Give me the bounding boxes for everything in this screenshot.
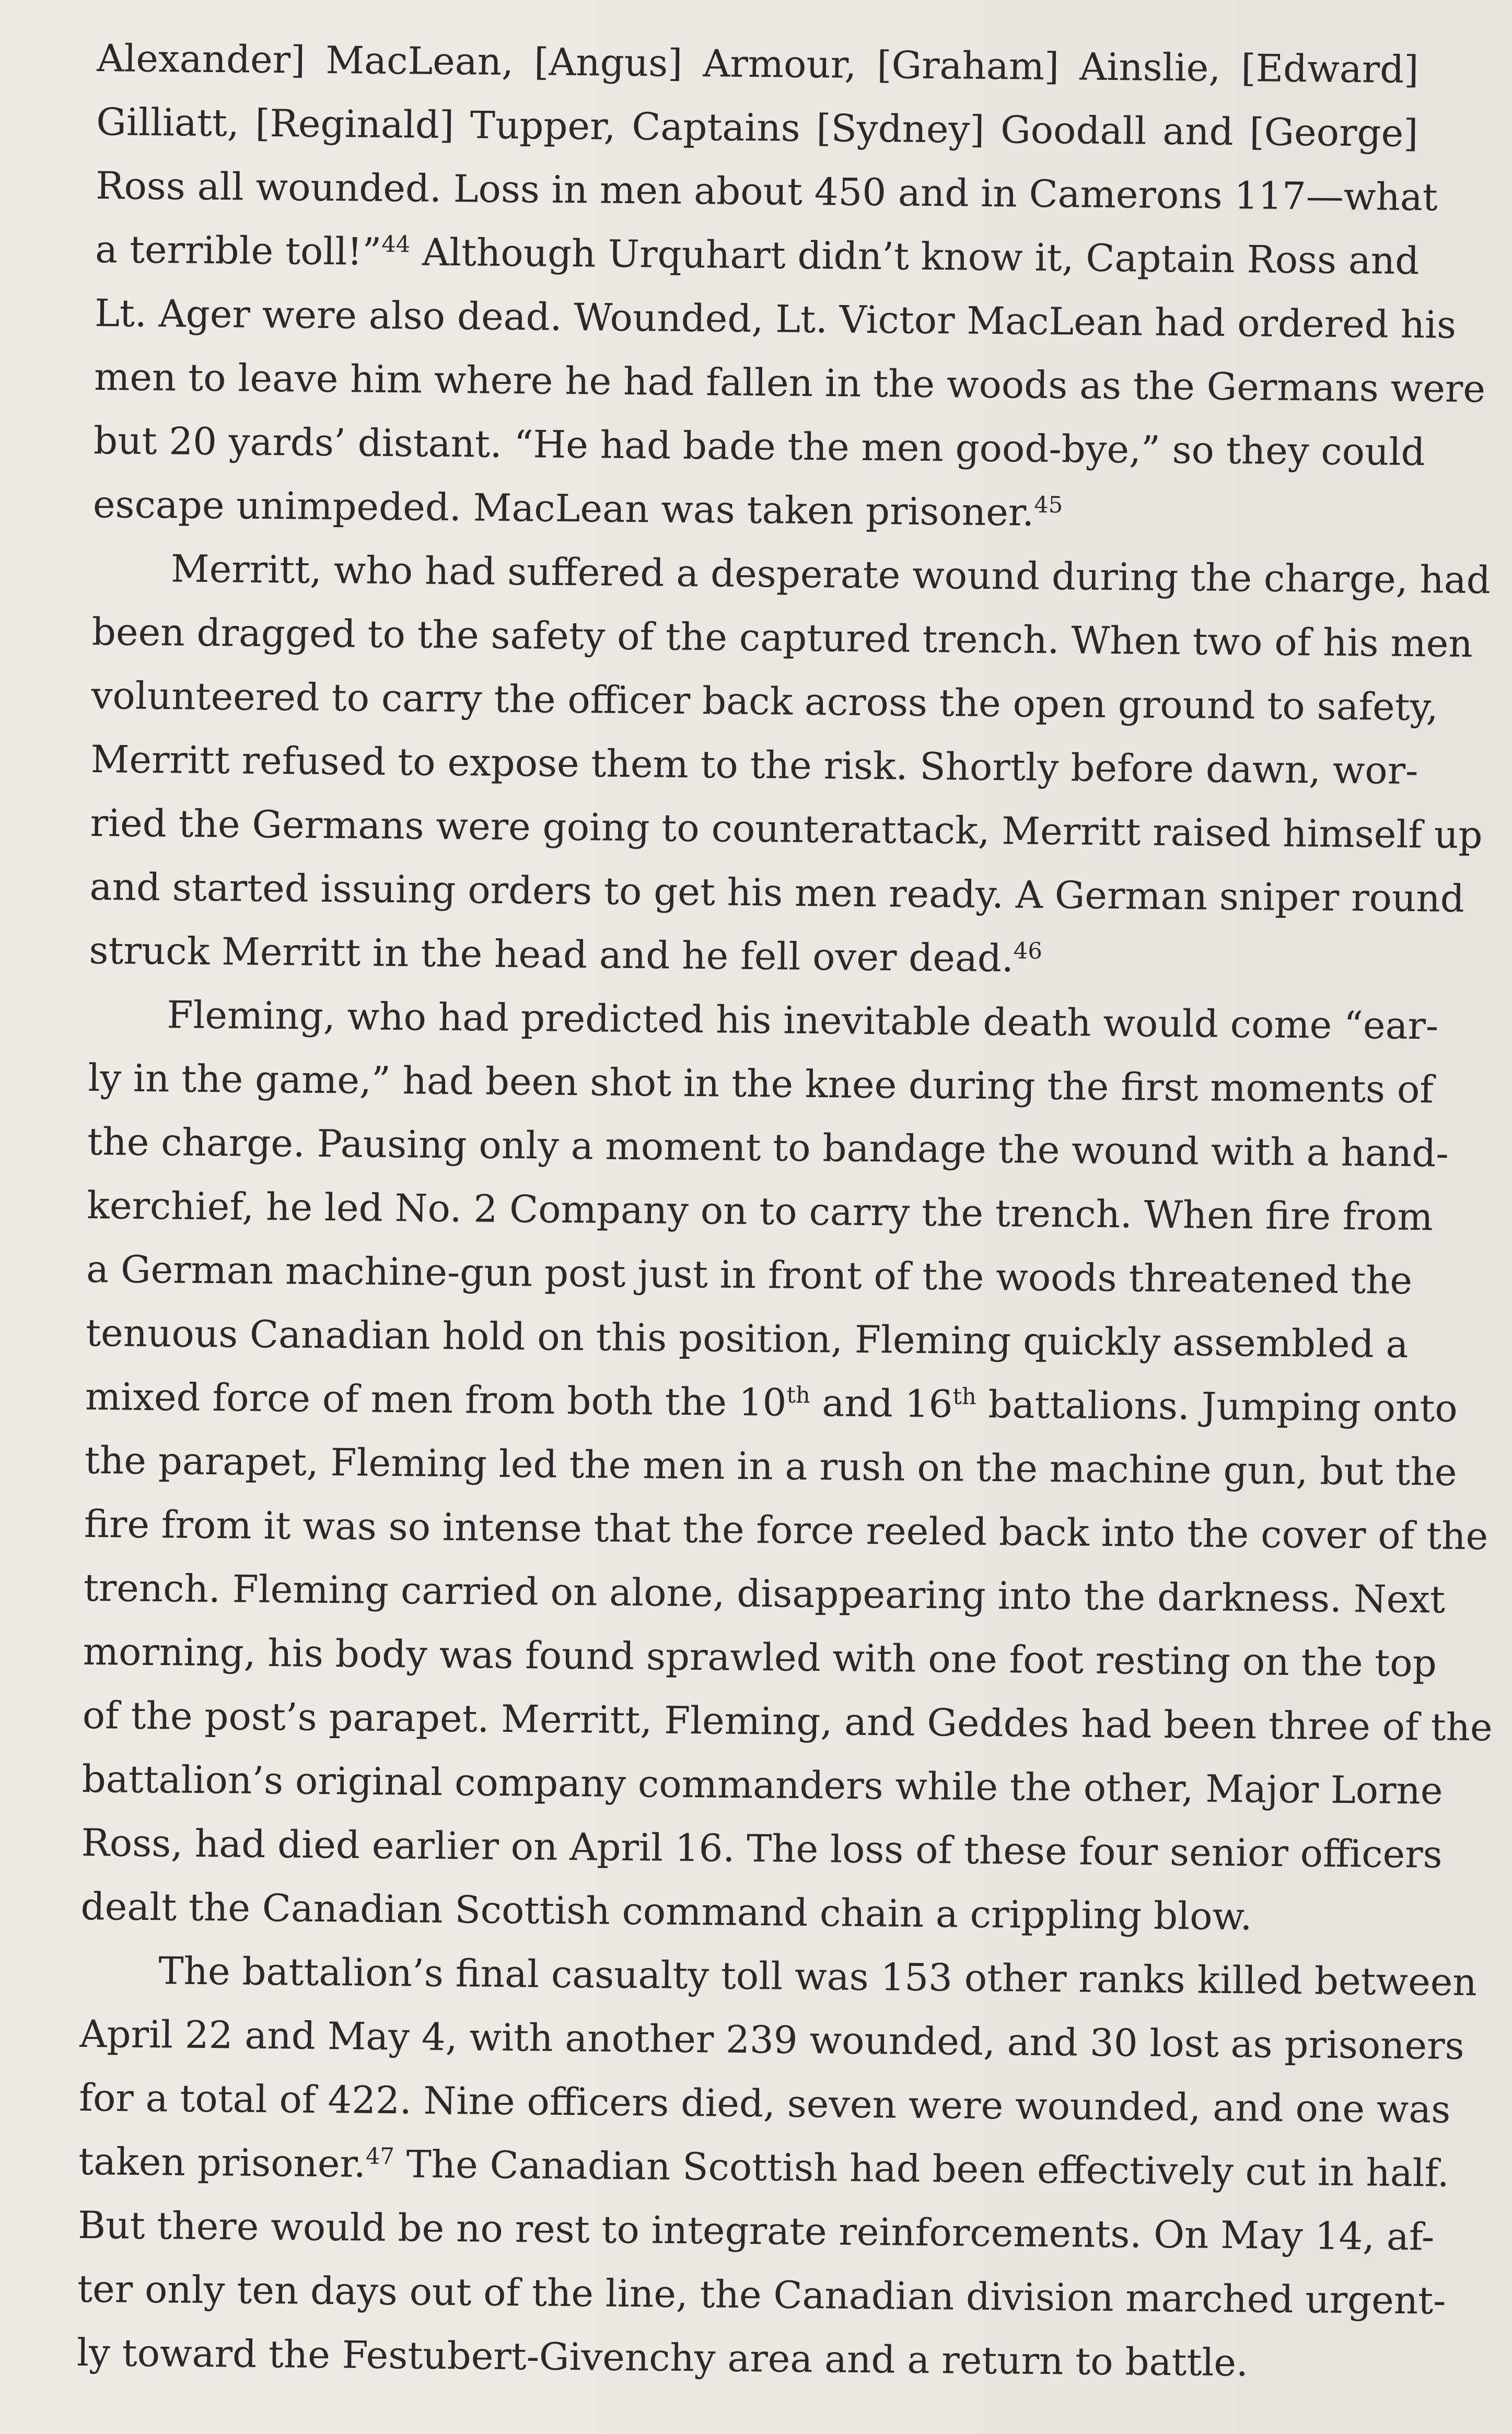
text-line <box>90 727 1418 802</box>
text-run: The battalion’s final casualty toll was 153 other ranks killed between <box>158 1949 1478 2005</box>
text-line <box>83 1556 1446 1631</box>
text-line <box>87 1110 1449 1185</box>
text-run: Merritt refused to expose them to the risk. Shortly before dawn, wor- <box>90 737 1418 793</box>
text-run: of the post’s parapet. Merritt, Fleming, and Geddes had been three of the <box>82 1693 1493 1750</box>
text-line <box>79 2002 1464 2077</box>
paragraph <box>76 1938 1478 2396</box>
text-line <box>85 1365 1458 1440</box>
text-run: April 22 and May 4, with another 239 wounded, and 30 lost as prisoners <box>79 2011 1464 2068</box>
text-line <box>80 1874 1403 1950</box>
text-line <box>81 1811 1443 1886</box>
text-line <box>86 1237 1413 1312</box>
page-text <box>76 26 1493 2396</box>
text-run: escape unimpeded. MacLean was taken prisoner. <box>92 482 1034 534</box>
text-line <box>92 472 1415 548</box>
text-run: struck Merritt in the head and he fell over dead. <box>89 928 1014 981</box>
text-run: for a total of 422. Nine officers died, seven were wounded, and one was <box>79 2075 1451 2132</box>
text-run: battalion’s original company commanders while the other, Major Lorne <box>82 1756 1443 1813</box>
text-line <box>90 791 1483 866</box>
footnote-marker: 44 <box>381 231 411 258</box>
text-line <box>92 536 1491 611</box>
text-run: taken prisoner. <box>78 2139 366 2186</box>
text-line <box>88 1046 1434 1121</box>
text-line <box>82 1747 1443 1822</box>
text-run: dealt the Canadian Scottish command chain a crippling blow. <box>80 1884 1252 1939</box>
text-run: Gilliatt, [Reginald] Tupper, Captains [Sydney] Goodall and [George] <box>96 99 1418 156</box>
text-run: fire from it was so intense that the force reeled back into the cover of the <box>84 1501 1488 1558</box>
text-line <box>86 1173 1434 1249</box>
text-run: mixed force of men from both the 10 <box>85 1374 787 1425</box>
text-line <box>97 26 1419 101</box>
text-line <box>84 1492 1488 1567</box>
text-run: Ross, had died earlier on April 16. The loss of these four senior officers <box>81 1820 1443 1877</box>
text-line <box>77 2257 1446 2332</box>
text-run: a German machine-gun post just in front of the woods threatened the <box>86 1247 1413 1303</box>
footnote-marker: 45 <box>1034 492 1063 519</box>
text-run: men to leave him where he had fallen in the woods as the Germans were <box>94 354 1486 411</box>
text-line <box>94 345 1486 420</box>
text-line <box>79 2066 1451 2141</box>
text-line <box>88 982 1439 1057</box>
ordinal-suffix: th <box>786 1382 810 1409</box>
text-run: morning, his body was found sprawled with one foot resting on the top <box>83 1629 1437 1685</box>
text-line <box>95 217 1420 293</box>
paragraph <box>89 536 1491 994</box>
text-line <box>91 663 1438 739</box>
paragraph <box>80 982 1493 1950</box>
text-line <box>95 154 1438 229</box>
text-line <box>89 855 1465 930</box>
text-line <box>77 2193 1435 2268</box>
text-run: tenuous Canadian hold on this position, Fleming quickly assembled a <box>85 1310 1409 1366</box>
text-line <box>82 1683 1493 1758</box>
text-run: The Canadian Scottish had been effectively cut in half. <box>394 2142 1450 2195</box>
text-line <box>94 281 1457 356</box>
text-run: ter only ten days out of the line, the Canadian division marched urgent- <box>77 2266 1446 2323</box>
text-run: but 20 yards’ distant. “He had bade the men good-bye,” so they could <box>93 418 1425 474</box>
text-line <box>91 600 1473 675</box>
text-line <box>78 2129 1450 2205</box>
text-run: Fleming, who had predicted his inevitable death would come “ear- <box>167 993 1439 1048</box>
text-run: Lt. Ager were also dead. Wounded, Lt. Victor MacLean had ordered his <box>94 290 1457 347</box>
text-run: and 16 <box>810 1381 953 1426</box>
text-line <box>93 409 1425 484</box>
text-line <box>89 918 1411 994</box>
text-run: the parapet, Fleming led the men in a rush on the machine gun, but the <box>84 1438 1457 1494</box>
text-run: Ross all wounded. Loss in men about 450 and in Camerons 117—what <box>95 163 1438 219</box>
text-run: ly in the game,” had been shot in the knee during the first moments of <box>88 1055 1434 1112</box>
text-line <box>96 90 1418 165</box>
text-run: a terrible toll!” <box>95 227 382 274</box>
text-run: ried the Germans were going to counterattack, Merritt raised himself up <box>90 800 1483 857</box>
text-line <box>80 1938 1478 2013</box>
text-run: and started issuing orders to get his men ready. A German sniper round <box>89 864 1465 921</box>
text-line <box>77 2321 1399 2396</box>
text-run: trench. Fleming carried on alone, disappearing into the darkness. Next <box>83 1565 1446 1622</box>
text-run: the charge. Pausing only a moment to bandage the wound with a hand- <box>87 1119 1449 1175</box>
paragraph <box>92 26 1486 548</box>
text-run: been dragged to the safety of the captured trench. When two of his men <box>91 609 1473 666</box>
text-line <box>84 1428 1457 1504</box>
text-run: Although Urquhart didn’t know it, Captain Ross and <box>410 230 1420 283</box>
text-run: kerchief, he led No. 2 Company on to carry the trench. When fire from <box>86 1183 1434 1239</box>
text-line <box>83 1620 1437 1695</box>
text-run: battalions. Jumping onto <box>976 1382 1458 1430</box>
text-run: ly toward the Festubert-Givenchy area and a return to battle. <box>76 2330 1249 2385</box>
ordinal-suffix: th <box>952 1383 976 1410</box>
text-run: But there would be no rest to integrate reinforcements. On May 14, af- <box>77 2203 1435 2259</box>
text-run: Alexander] MacLean, [Angus] Armour, [Graham] Ainslie, [Edward] <box>97 36 1419 92</box>
text-run: volunteered to carry the officer back across the open ground to safety, <box>91 673 1438 729</box>
footnote-marker: 47 <box>365 2143 395 2170</box>
text-line <box>86 1301 1408 1376</box>
footnote-marker: 46 <box>1013 938 1043 964</box>
text-run: Merritt, who had suffered a desperate wound during the charge, had <box>170 546 1491 602</box>
